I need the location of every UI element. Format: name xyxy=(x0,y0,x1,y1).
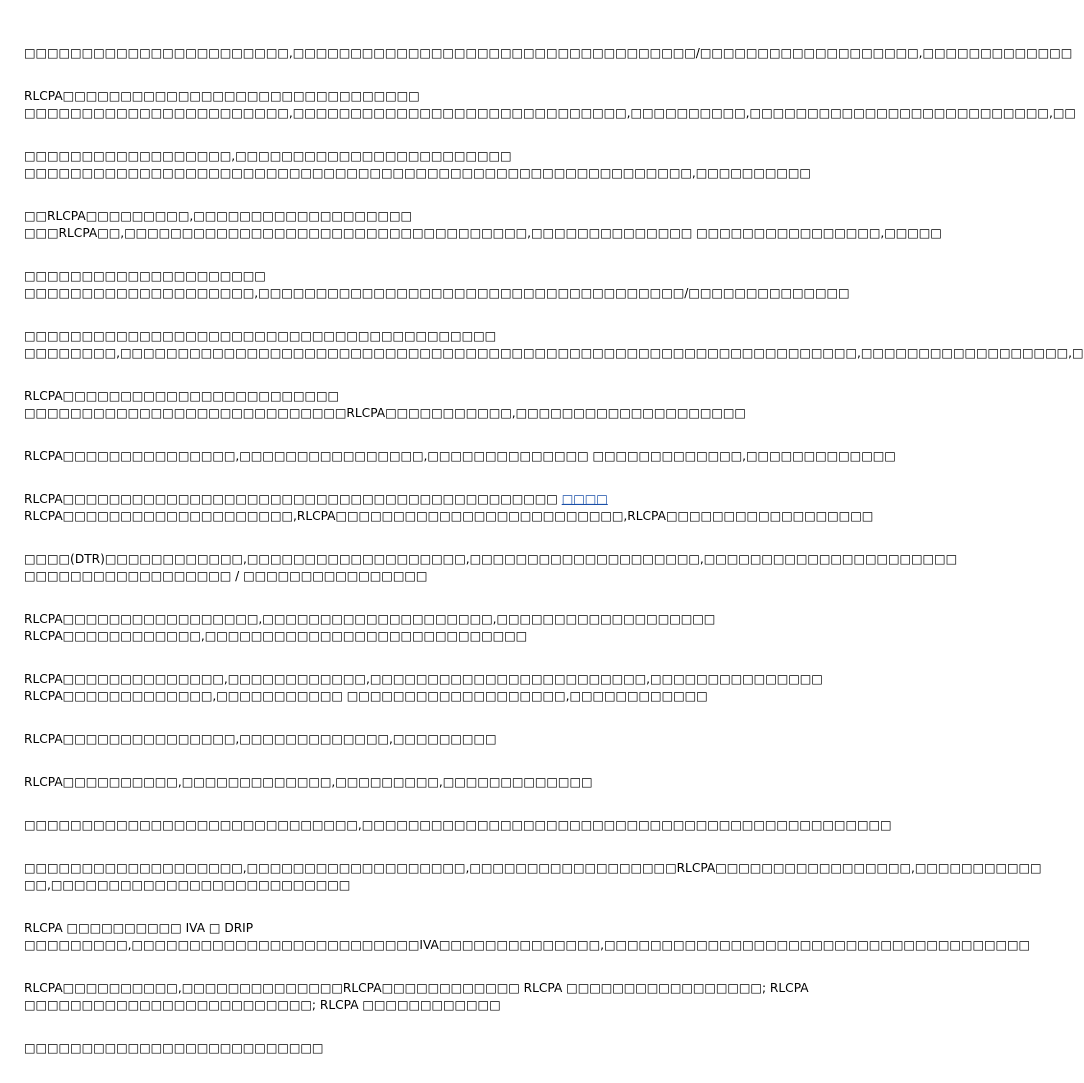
line-text: RLCPA□□□□□□□□□□□□□□□,□□□□□□□□□□□□□□□□,□□□□□□□□□□□□□□ □□□□□□□□□□□□□,□□□□□□□□□□□□□ xyxy=(24,449,896,463)
line-text: □□□□□□□□□□□□□□□□□□□□□□□□□□□□□□□□□□□□□□□□□□□□□□□□□□□□□□□□□□,□□□□□□□□□□ xyxy=(24,166,811,180)
document-body xyxy=(24,45,1084,1083)
text-line xyxy=(24,165,811,182)
text-line xyxy=(24,774,696,791)
line-text: RLCPA□□□□□□□□□□□□,□□□□□□□□□□□□□□□□□□□□□□□□□□□□ xyxy=(24,629,528,643)
paragraph xyxy=(24,448,896,465)
text-line xyxy=(24,105,1076,122)
text-line xyxy=(24,345,1084,362)
text-line xyxy=(24,817,892,834)
line-text: □□□□□□□□□□□□□□□□□□,□□□□□□□□□□□□□□□□□□□□□□□□ xyxy=(24,149,512,163)
text-line xyxy=(24,508,874,525)
line-text: RLCPA□□□□□□□□□□□□□□□□□□□□□□□□ xyxy=(24,389,340,403)
line-text: □□□□□□□□□□□□□□□□□□□□□ xyxy=(24,269,266,283)
line-text: RLCPA □□□□□□□□□□ IVA □ DRIP xyxy=(24,921,254,935)
text-line xyxy=(24,88,696,105)
paragraph xyxy=(24,551,958,585)
line-text: □□□□□□□□□□□□□□□□□□□□□□□□□; RLCPA □□□□□□□□□□□□ xyxy=(24,998,501,1012)
text-line xyxy=(24,225,942,242)
line-text: RLCPA□□□□□□□□□□□□□□□□□□□□□□□□□□□□□□□□□□□□□□□□□□□ xyxy=(24,492,562,506)
text-line xyxy=(24,671,823,688)
line-text: RLCPA□□□□□□□□□□□□□□,□□□□□□□□□□□□,□□□□□□□□□□□□□□□□□□□□□□□□,□□□□□□□□□□□□□□□ xyxy=(24,672,823,686)
paragraph xyxy=(24,817,892,834)
line-text: RLCPA□□□□□□□□□□□□□□□□□□□□,RLCPA□□□□□□□□□□□□□□□□□□□□□□□□□,RLCPA□□□□□□□□□□□□□□□□□□ xyxy=(24,509,874,523)
line-text: □□,□□□□□□□□□□□□□□□□□□□□□□□□□□ xyxy=(24,878,351,892)
line-text: □□□□□□□□□□□□□□□□□□□□□□□,□□□□□□□□□□□□□□□□□□□□□□□□□□□□□□□□□□□/□□□□□□□□□□□□□□□□□□□,□□□□□□□□□□□□□ xyxy=(24,46,1073,60)
line-text: □□□□□□□□□□□□□□□□□□ / □□□□□□□□□□□□□□□□ xyxy=(24,569,428,583)
text-line xyxy=(24,1040,696,1057)
line-text: □□□□□□□□□□□□□□□□□□□□□□□□□□ xyxy=(24,1041,324,1055)
text-line xyxy=(24,148,696,165)
line-text: □□□□□□□□,□□□□□□□□□□□□□□□□□□□□□□□□□□□□□□□□□□□□□□□□□□□□□□□□□□□□□□□□□□□□□□□□,□□□□□□□□□□□□□□□□□□,□ xyxy=(24,346,1084,360)
text-line xyxy=(24,920,696,937)
text-line xyxy=(24,551,958,568)
line-text: □□□□□□□□□□□□□□□□□□□□□□□□□□□□□,□□□□□□□□□□□□□□□□□□□□□□□□□□□□□□□□□□□□□□□□□□□□□□ xyxy=(24,818,892,832)
paragraph xyxy=(24,980,809,1014)
paragraph xyxy=(24,208,942,242)
paragraph xyxy=(24,45,1073,62)
text-line xyxy=(24,208,696,225)
paragraph xyxy=(24,920,1031,954)
line-text: RLCPA□□□□□□□□□□□□□□□,□□□□□□□□□□□□□,□□□□□□□□□ xyxy=(24,732,497,746)
paragraph xyxy=(24,774,696,791)
paragraph xyxy=(24,268,850,302)
text-line xyxy=(24,285,850,302)
paragraph xyxy=(24,148,811,182)
paragraph xyxy=(24,611,716,645)
text-line xyxy=(24,860,1042,877)
text-line xyxy=(24,731,696,748)
paragraph xyxy=(24,860,1042,894)
text-line xyxy=(24,688,708,705)
text-line xyxy=(24,405,746,422)
text-line xyxy=(24,937,1031,954)
line-text: □□RLCPA□□□□□□□□□,□□□□□□□□□□□□□□□□□□□ xyxy=(24,209,412,223)
text-line xyxy=(24,448,896,465)
line-text: □□□□□□□□□□□□□□□□□□□□□□□,□□□□□□□□□□□□□□□□□□□□□□□□□□□□□,□□□□□□□□□□,□□□□□□□□□□□□□□□□□□□□□□□□□□,□□ xyxy=(24,106,1076,120)
text-line xyxy=(24,491,696,508)
text-line xyxy=(24,611,716,628)
line-text: □□□□□□□□□□□□□□□□□□□□□□□□□□□□RLCPA□□□□□□□□□□□,□□□□□□□□□□□□□□□□□□□□ xyxy=(24,406,746,420)
line-text: RLCPA□□□□□□□□□□□□□□□□□,□□□□□□□□□□□□□□□□□□□□,□□□□□□□□□□□□□□□□□□□ xyxy=(24,612,716,626)
paragraph xyxy=(24,328,1084,362)
paragraph xyxy=(24,671,823,705)
paragraph xyxy=(24,491,874,525)
text-line xyxy=(24,328,696,345)
line-text: □□□RLCPA□□,□□□□□□□□□□□□□□□□□□□□□□□□□□□□□□□□□□□,□□□□□□□□□□□□□□ □□□□□□□□□□□□□□□□,□□□□□ xyxy=(24,226,942,240)
line-text: □□□□□□□□□□□□□□□□□□□,□□□□□□□□□□□□□□□□□□□,□□□□□□□□□□□□□□□□□□RLCPA□□□□□□□□□□□□□□□□□,□□□□□□□□□□□ xyxy=(24,861,1042,875)
line-text: □□□□□□□□□□□□□□□□□□□□□□□□□□□□□□□□□□□□□□□□□ xyxy=(24,329,497,343)
text-line xyxy=(24,980,809,997)
line-text: □□□□□□□□□,□□□□□□□□□□□□□□□□□□□□□□□□□IVA□□□□□□□□□□□□□□,□□□□□□□□□□□□□□□□□□□□□□□□□□□□□□□□□□□□□ xyxy=(24,938,1031,952)
text-line xyxy=(24,877,696,894)
inline-link[interactable]: □□□□ xyxy=(561,492,608,506)
line-text: RLCPA□□□□□□□□□□□□□,□□□□□□□□□□□ □□□□□□□□□□□□□□□□□□□,□□□□□□□□□□□□ xyxy=(24,689,708,703)
paragraph xyxy=(24,1040,696,1057)
paragraph xyxy=(24,731,696,748)
text-line xyxy=(24,45,1073,62)
text-line xyxy=(24,628,696,645)
line-text: RLCPA□□□□□□□□□□,□□□□□□□□□□□□□,□□□□□□□□□,□□□□□□□□□□□□□ xyxy=(24,775,593,789)
line-text: □□□□□□□□□□□□□□□□□□□□,□□□□□□□□□□□□□□□□□□□□□□□□□□□□□□□□□□□□□/□□□□□□□□□□□□□□ xyxy=(24,286,850,300)
text-line xyxy=(24,388,696,405)
line-text: RLCPA□□□□□□□□□□,□□□□□□□□□□□□□□RLCPA□□□□□□□□□□□□ RLCPA □□□□□□□□□□□□□□□□□; RLCPA xyxy=(24,981,809,995)
text-line xyxy=(24,568,696,585)
text-line xyxy=(24,997,696,1014)
text-line xyxy=(24,268,696,285)
paragraph xyxy=(24,88,1076,122)
line-text: □□□□(DTR)□□□□□□□□□□□□,□□□□□□□□□□□□□□□□□□□,□□□□□□□□□□□□□□□□□□□□,□□□□□□□□□□□□□□□□□□□□□□ xyxy=(24,552,958,566)
paragraph xyxy=(24,388,746,422)
line-text: RLCPA□□□□□□□□□□□□□□□□□□□□□□□□□□□□□□□ xyxy=(24,89,420,103)
